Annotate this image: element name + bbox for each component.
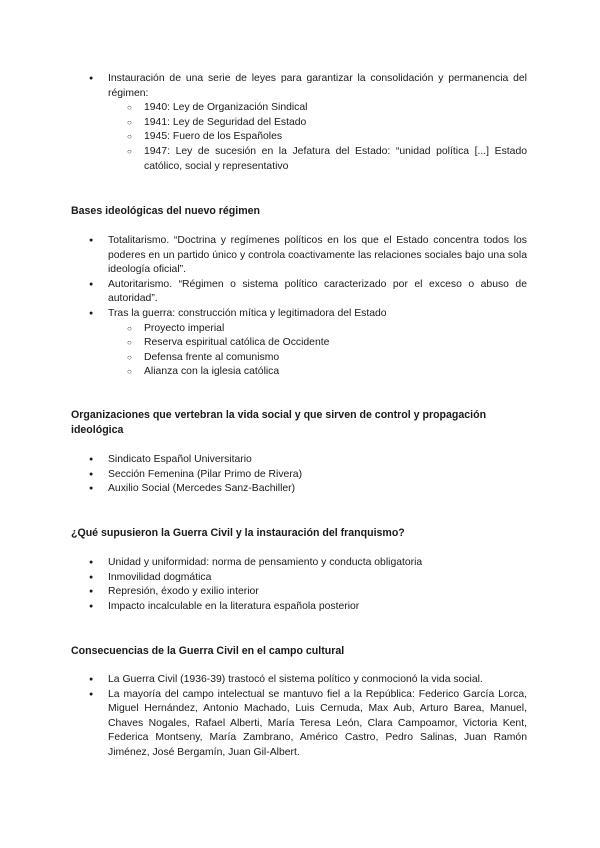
ideological-bases-list-block bbox=[71, 234, 527, 380]
section-ideological-bases bbox=[71, 204, 527, 219]
ideological-bases-list bbox=[71, 234, 527, 380]
list-item: ● Inmovilidad dogmática bbox=[71, 571, 527, 586]
list-item: ● Represión, éxodo y exilio interior bbox=[71, 585, 527, 600]
civil-war-impact-list bbox=[71, 556, 527, 614]
list-item-text: Tras la guerra: construcción mítica y legitimadora del Estado bbox=[108, 307, 387, 319]
cultural-consequences-list-block bbox=[71, 673, 527, 761]
sub-list-item: ○ 1945: Fuero de los Españoles bbox=[71, 130, 527, 145]
civil-war-impact-list-block bbox=[71, 556, 527, 614]
section-heading: Bases ideológicas del nuevo régimen bbox=[71, 205, 260, 217]
section-heading: Consecuencias de la Guerra Civil en el campo cultural bbox=[71, 645, 345, 657]
list-item: ● Unidad y uniformidad: norma de pensamiento y conducta obligatoria bbox=[71, 556, 527, 571]
laws-list bbox=[71, 72, 527, 174]
cultural-consequences-list bbox=[71, 673, 527, 761]
list-item bbox=[71, 72, 527, 174]
section-cultural-consequences bbox=[71, 644, 527, 659]
section-heading: Organizaciones que vertebran la vida social y que sirven de control y propagación ideológica bbox=[71, 409, 487, 436]
sub-list-item: ○ Reserva espiritual católica de Occidente bbox=[71, 336, 527, 351]
organizations-list bbox=[71, 453, 527, 497]
list-item bbox=[71, 307, 527, 380]
laws-list-block bbox=[71, 72, 527, 174]
section-civil-war-impact bbox=[71, 526, 527, 541]
list-item: ● Autoritarismo. “Régimen o sistema político caracterizado por el exceso o abuso de autoridad”. bbox=[71, 278, 527, 307]
sub-list-item: ○ 1947: Ley de sucesión en la Jefatura del Estado: “unidad política [...] Estado católico, social y representativo bbox=[71, 145, 527, 174]
organizations-list-block bbox=[71, 453, 527, 497]
list-item: ● Impacto incalculable en la literatura española posterior bbox=[71, 600, 527, 615]
list-item: ● Sección Femenina (Pilar Primo de Rivera) bbox=[71, 468, 527, 483]
list-item: ● La Guerra Civil (1936-39) trastocó el sistema político y conmocionó la vida social. bbox=[71, 673, 527, 688]
list-item: ● La mayoría del campo intelectual se mantuvo fiel a la República: Federico García Lorca, Miguel Hernández, Antonio Machado, Luis Cernuda, Max Aub, Arturo Barea, Manuel, Chaves Nogales, Rafael Alberti, María Teresa León, Clara Campoamor, Victoria Kent, Federica Montseny, María Zambrano, Américo Castro, Pedro Salinas, Juan Ramón Jiménez, José Bergamín, Juan Gil-Albert. bbox=[71, 688, 527, 761]
sub-list-item: ○ Proyecto imperial bbox=[71, 322, 527, 337]
state-construction-sublist bbox=[71, 322, 527, 380]
list-item: ● Sindicato Español Universitario bbox=[71, 453, 527, 468]
sub-list-item: ○ 1940: Ley de Organización Sindical bbox=[71, 101, 527, 116]
sub-list-item: ○ 1941: Ley de Seguridad del Estado bbox=[71, 116, 527, 131]
sub-list-item: ○ Alianza con la iglesia católica bbox=[71, 365, 527, 380]
list-item: ● Auxilio Social (Mercedes Sanz-Bachiller) bbox=[71, 482, 527, 497]
section-organizations bbox=[71, 408, 527, 437]
laws-sublist bbox=[71, 101, 527, 174]
sub-list-item: ○ Defensa frente al comunismo bbox=[71, 351, 527, 366]
section-heading: ¿Qué supusieron la Guerra Civil y la instauración del franquismo? bbox=[71, 527, 405, 539]
list-item-text: Instauración de una serie de leyes para garantizar la consolidación y permanencia del régimen: bbox=[108, 73, 527, 99]
list-item: ● Totalitarismo. “Doctrina y regímenes políticos en los que el Estado concentra todos los poderes en un partido único y controla coactivamente las relaciones sociales bajo una sola ideología oficial”. bbox=[71, 234, 527, 278]
